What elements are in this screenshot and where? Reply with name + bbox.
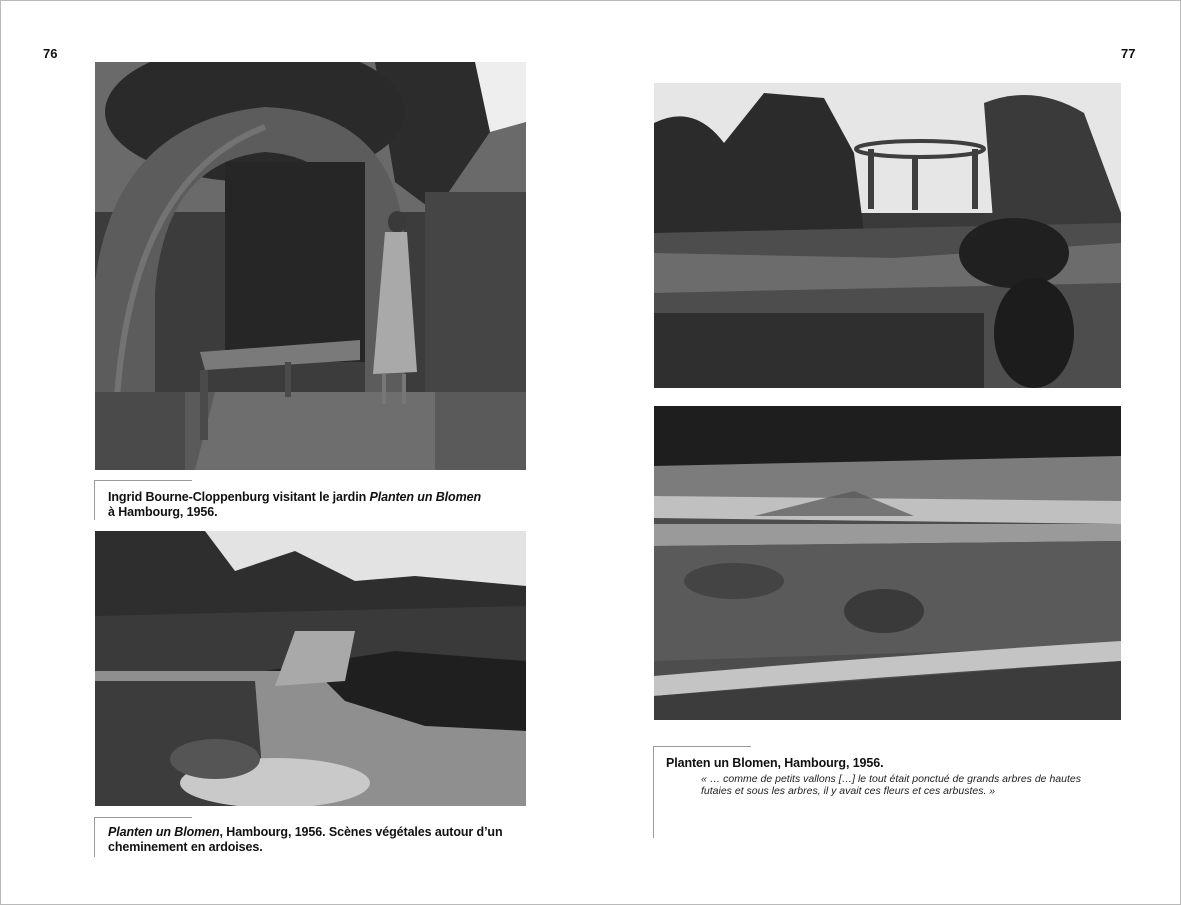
caption-text: Ingrid Bourne-Cloppenburg visitant le jardin: [108, 490, 370, 504]
photo-woman-under-arch: [95, 62, 526, 470]
left-page-number: 76: [43, 46, 58, 61]
caption-bracket-line: [94, 480, 95, 520]
caption-text: cheminement en ardoises.: [108, 840, 263, 854]
photo-pergola-garden: [654, 83, 1121, 388]
caption-right-quote: [701, 773, 1081, 797]
caption-text: à Hambourg, 1956.: [108, 505, 218, 519]
caption-bottom-left: [108, 825, 503, 855]
caption-garden-name: Planten un Blomen: [369, 490, 481, 504]
caption-bracket-line: [653, 746, 751, 747]
photo-slate-path: [95, 531, 526, 806]
caption-bracket-line: [94, 480, 192, 481]
caption-bracket-line: [94, 817, 95, 857]
caption-garden-name: Planten un Blomen: [108, 825, 220, 839]
right-page-number: 77: [1121, 46, 1136, 61]
caption-top-left: [108, 490, 481, 520]
quote-text: « … comme de petits vallons […] le tout était ponctué de grands arbres de hautes: [701, 773, 1081, 785]
caption-text: , Hambourg, 1956. Scènes végétales autour d’un: [219, 825, 503, 839]
quote-text: futaies et sous les arbres, il y avait ces fleurs et ces arbustes. »: [701, 785, 996, 797]
caption-bracket-line: [653, 746, 654, 838]
caption-right-title: Planten un Blomen, Hambourg, 1956.: [666, 756, 884, 770]
caption-bracket-line: [94, 817, 192, 818]
photo-park-overview: [654, 406, 1121, 720]
